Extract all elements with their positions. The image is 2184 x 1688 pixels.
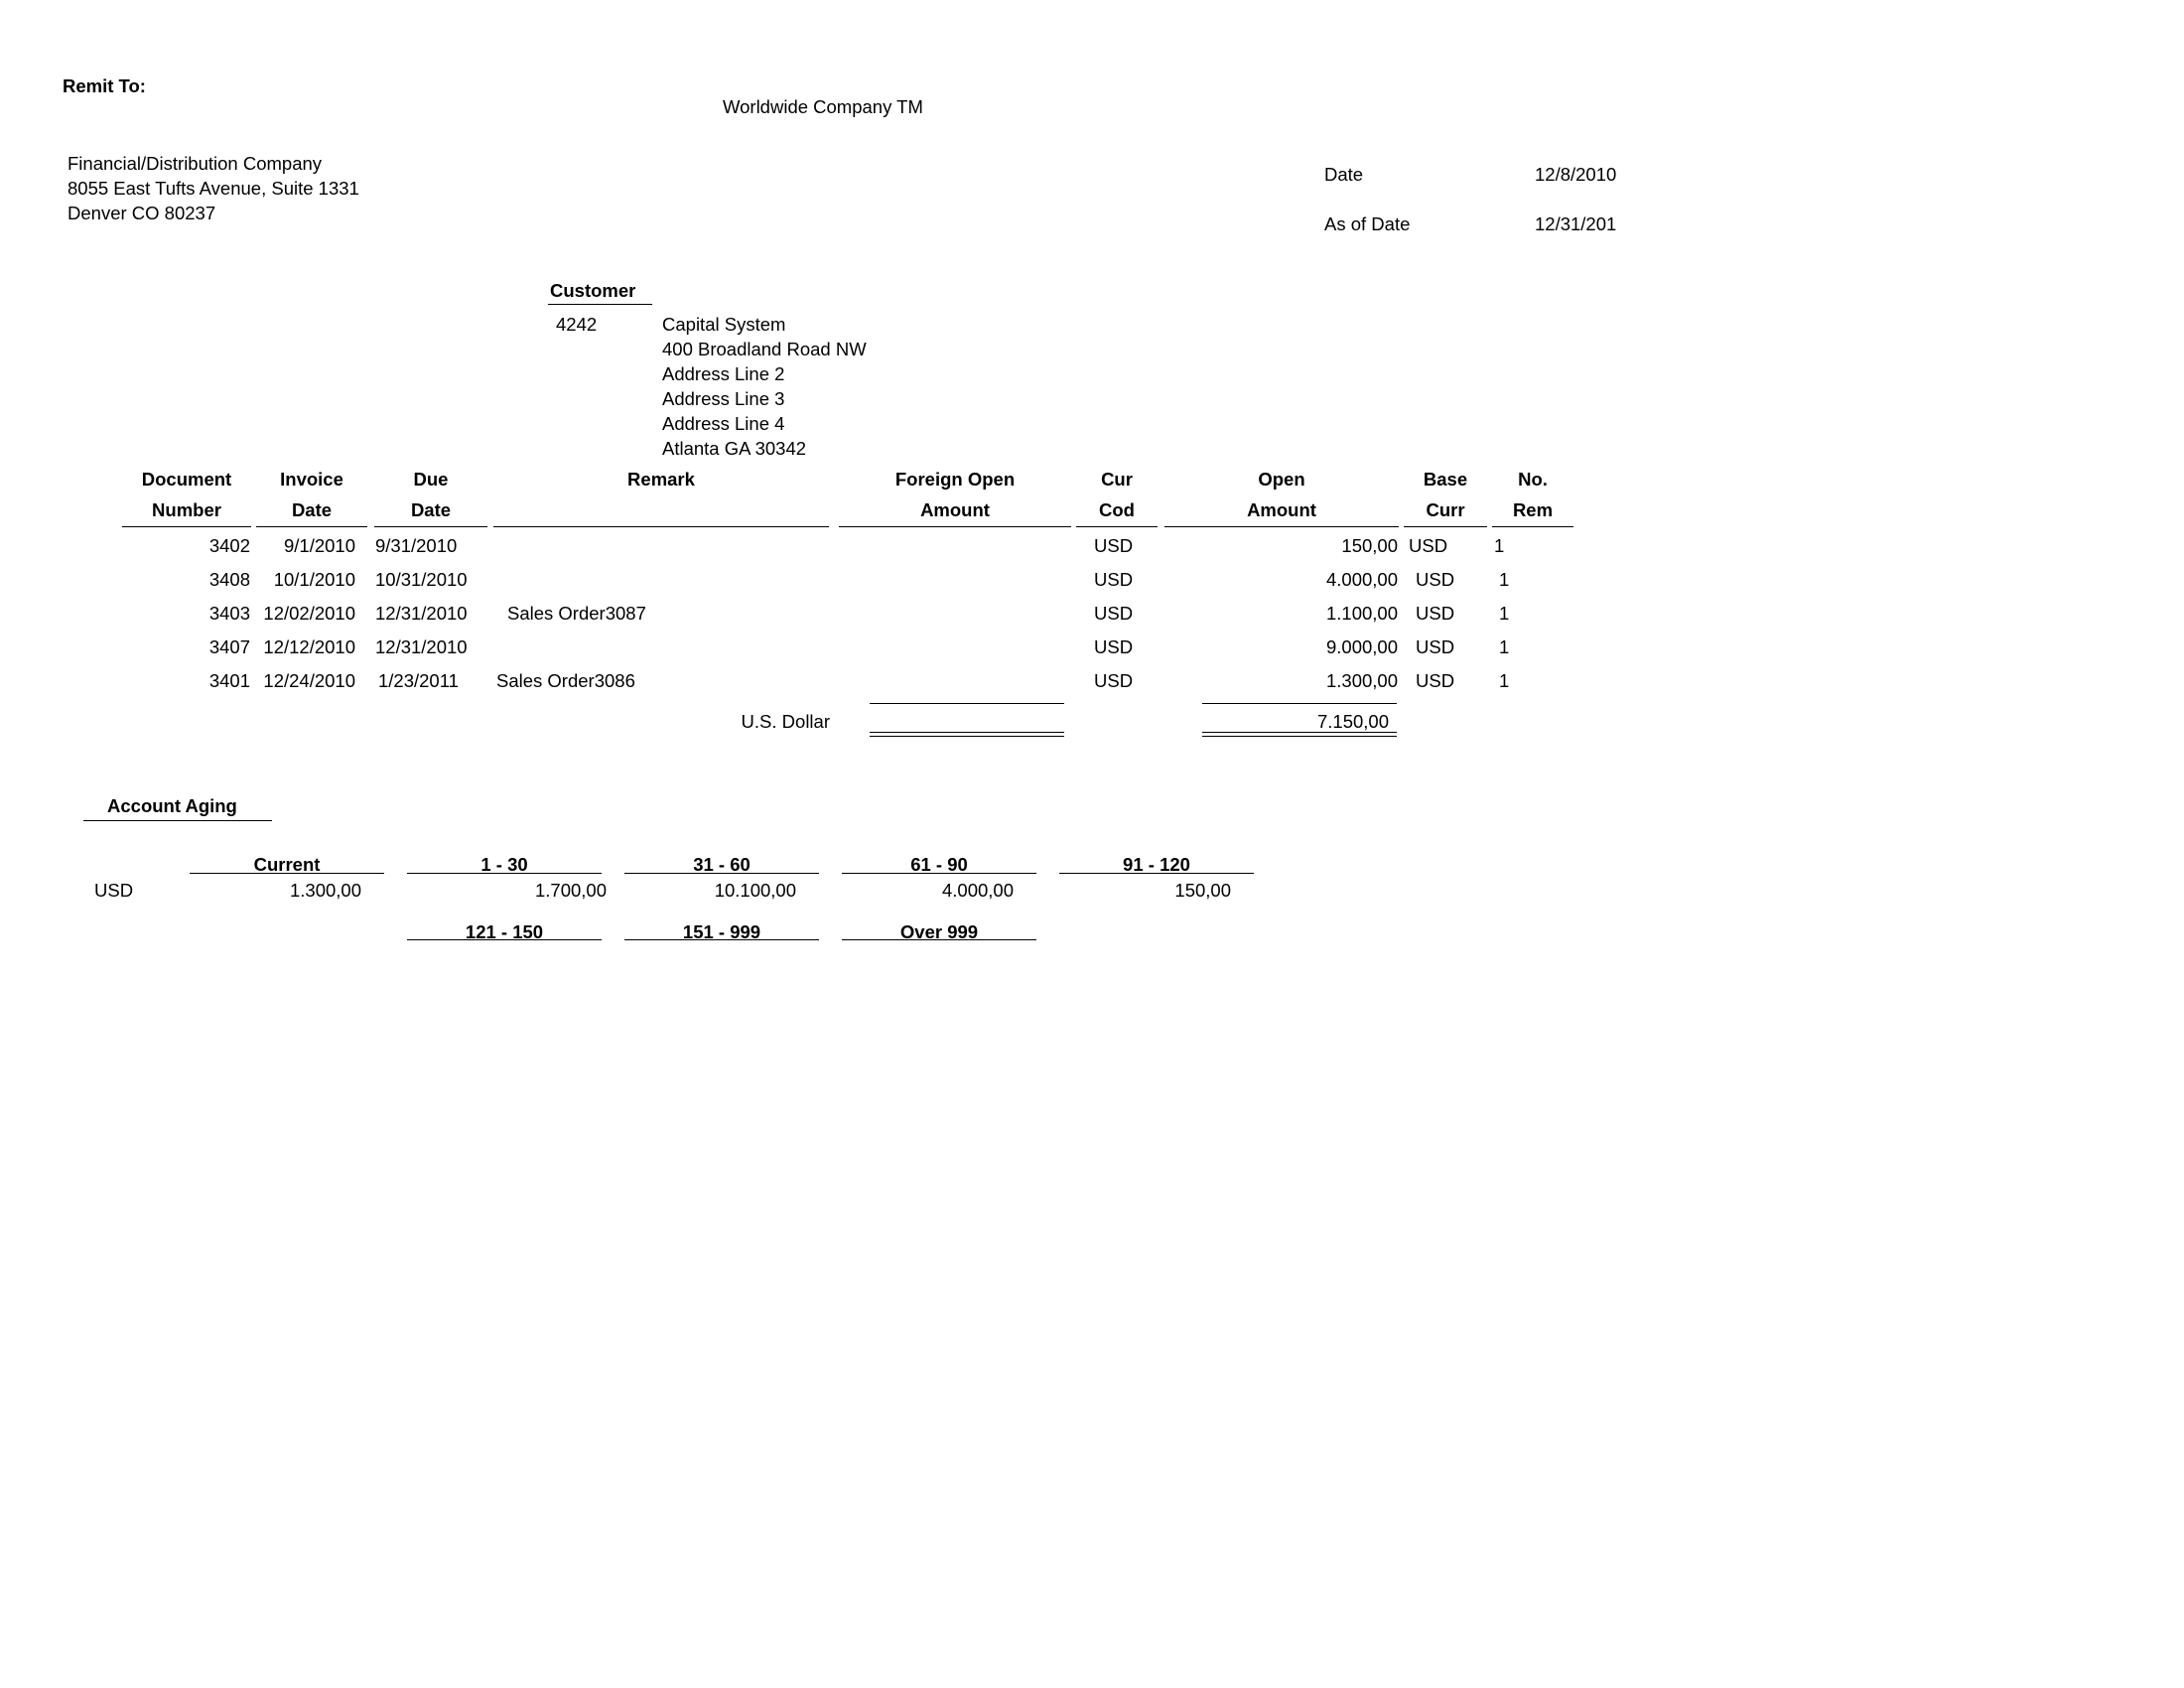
header-foreign-open: Foreign Open bbox=[894, 469, 1016, 490]
header-underline bbox=[1492, 526, 1573, 527]
rem-count: 1 bbox=[1499, 636, 1510, 657]
cur-code: USD bbox=[1094, 603, 1134, 624]
aging-bucket-rule bbox=[407, 939, 602, 940]
invoice-date: 12/02/2010 bbox=[263, 603, 355, 624]
base-curr: USD bbox=[1416, 636, 1455, 657]
sender-line-1: Financial/Distribution Company bbox=[68, 153, 323, 174]
base-curr: USD bbox=[1409, 535, 1448, 556]
aging-bucket-rule bbox=[842, 873, 1036, 874]
base-curr: USD bbox=[1416, 603, 1455, 624]
customer-address-6: Atlanta GA 30342 bbox=[662, 438, 807, 459]
rem-count: 1 bbox=[1494, 535, 1505, 556]
aging-bucket-label: 151 - 999 bbox=[682, 921, 761, 942]
open-amount: 1.300,00 bbox=[1325, 670, 1398, 691]
doc-number: 3401 bbox=[208, 670, 250, 691]
aging-bucket-label: 31 - 60 bbox=[693, 854, 751, 875]
aging-bucket-label: Over 999 bbox=[899, 921, 979, 942]
sender-line-3: Denver CO 80237 bbox=[68, 203, 216, 223]
aging-bucket-rule bbox=[407, 873, 602, 874]
cur-code: USD bbox=[1094, 535, 1134, 556]
remit-to-label: Remit To: bbox=[63, 75, 146, 96]
date-label: Date bbox=[1324, 164, 1364, 185]
open-amount: 9.000,00 bbox=[1325, 636, 1398, 657]
aging-bucket-rule bbox=[1059, 873, 1254, 874]
doc-number: 3407 bbox=[208, 636, 250, 657]
aging-bucket-label: 91 - 120 bbox=[1123, 854, 1190, 875]
due-date: 1/23/2011 bbox=[378, 670, 459, 691]
aging-currency: USD bbox=[94, 880, 134, 901]
header-invoice: Invoice bbox=[280, 469, 343, 490]
header-invoice-date: Date bbox=[291, 499, 333, 520]
as-of-date-label: As of Date bbox=[1324, 213, 1411, 234]
foreign-total-rule bbox=[870, 703, 1064, 704]
header-underline bbox=[493, 526, 829, 527]
due-date: 12/31/2010 bbox=[375, 636, 468, 657]
customer-address-4: Address Line 3 bbox=[662, 388, 785, 409]
header-due-date: Date bbox=[410, 499, 452, 520]
total-currency-label: U.S. Dollar bbox=[741, 711, 830, 732]
open-total-amount: 7.150,00 bbox=[1316, 711, 1389, 732]
aging-bucket-label: 121 - 150 bbox=[465, 921, 544, 942]
doc-number: 3402 bbox=[208, 535, 250, 556]
foreign-total-double-rule bbox=[870, 732, 1064, 737]
remark: Sales Order3087 bbox=[507, 603, 646, 624]
invoice-date: 12/12/2010 bbox=[263, 636, 355, 657]
sender-line-2: 8055 East Tufts Avenue, Suite 1331 bbox=[68, 178, 359, 199]
aging-bucket-rule bbox=[624, 939, 819, 940]
open-amount: 150,00 bbox=[1341, 535, 1398, 556]
due-date: 9/31/2010 bbox=[375, 535, 458, 556]
header-cod: Cod bbox=[1099, 499, 1135, 520]
due-date: 12/31/2010 bbox=[375, 603, 468, 624]
invoice-date: 12/24/2010 bbox=[263, 670, 355, 691]
account-aging-title: Account Aging bbox=[107, 795, 237, 816]
customer-address-5: Address Line 4 bbox=[662, 413, 785, 434]
cur-code: USD bbox=[1094, 636, 1134, 657]
aging-bucket-value: 150,00 bbox=[1174, 880, 1231, 901]
aging-bucket-rule bbox=[624, 873, 819, 874]
customer-underline bbox=[548, 304, 652, 305]
header-cur: Cur bbox=[1101, 469, 1133, 490]
invoice-date: 9/1/2010 bbox=[283, 535, 355, 556]
base-curr: USD bbox=[1416, 670, 1455, 691]
header-remark: Remark bbox=[627, 469, 695, 490]
header-due: Due bbox=[413, 469, 449, 490]
customer-address-1: Capital System bbox=[662, 314, 786, 335]
open-amount: 1.100,00 bbox=[1325, 603, 1398, 624]
customer-address-2: 400 Broadland Road NW bbox=[662, 339, 867, 359]
header-underline bbox=[374, 526, 487, 527]
invoice-date: 10/1/2010 bbox=[273, 569, 355, 590]
customer-number: 4242 bbox=[556, 314, 598, 335]
as-of-date-value: 12/31/201 bbox=[1535, 213, 1617, 234]
aging-bucket-rule bbox=[190, 873, 384, 874]
cur-code: USD bbox=[1094, 569, 1134, 590]
due-date: 10/31/2010 bbox=[375, 569, 468, 590]
remark: Sales Order3086 bbox=[496, 670, 635, 691]
header-underline bbox=[839, 526, 1071, 527]
header-open-amount: Amount bbox=[1247, 499, 1316, 520]
aging-bucket-label: 61 - 90 bbox=[910, 854, 968, 875]
customer-label: Customer bbox=[550, 280, 636, 301]
rem-count: 1 bbox=[1499, 670, 1510, 691]
doc-number: 3403 bbox=[208, 603, 250, 624]
cur-code: USD bbox=[1094, 670, 1134, 691]
open-total-rule bbox=[1202, 703, 1397, 704]
customer-address-3: Address Line 2 bbox=[662, 363, 785, 384]
aging-bucket-value: 4.000,00 bbox=[941, 880, 1014, 901]
aging-bucket-label: Current bbox=[253, 854, 321, 875]
account-aging-underline bbox=[83, 820, 272, 821]
header-underline bbox=[1076, 526, 1158, 527]
date-value: 12/8/2010 bbox=[1535, 164, 1617, 185]
company-title: Worldwide Company TM bbox=[723, 96, 923, 117]
rem-count: 1 bbox=[1499, 569, 1510, 590]
aging-bucket-value: 1.700,00 bbox=[534, 880, 607, 901]
open-amount: 4.000,00 bbox=[1325, 569, 1398, 590]
header-rem: Rem bbox=[1512, 499, 1554, 520]
open-total-double-rule bbox=[1202, 732, 1397, 737]
header-number: Number bbox=[152, 499, 221, 520]
aging-bucket-rule bbox=[842, 939, 1036, 940]
header-underline bbox=[256, 526, 367, 527]
header-foreign-amount: Amount bbox=[920, 499, 990, 520]
header-underline bbox=[1404, 526, 1487, 527]
header-no: No. bbox=[1518, 469, 1548, 490]
header-underline bbox=[1164, 526, 1399, 527]
doc-number: 3408 bbox=[208, 569, 250, 590]
base-curr: USD bbox=[1416, 569, 1455, 590]
header-open: Open bbox=[1258, 469, 1305, 490]
header-curr: Curr bbox=[1426, 499, 1465, 520]
header-base: Base bbox=[1423, 469, 1468, 490]
rem-count: 1 bbox=[1499, 603, 1510, 624]
header-document: Document bbox=[141, 469, 232, 490]
aging-bucket-label: 1 - 30 bbox=[480, 854, 528, 875]
header-underline bbox=[122, 526, 251, 527]
aging-bucket-value: 10.100,00 bbox=[714, 880, 796, 901]
aging-bucket-value: 1.300,00 bbox=[289, 880, 361, 901]
